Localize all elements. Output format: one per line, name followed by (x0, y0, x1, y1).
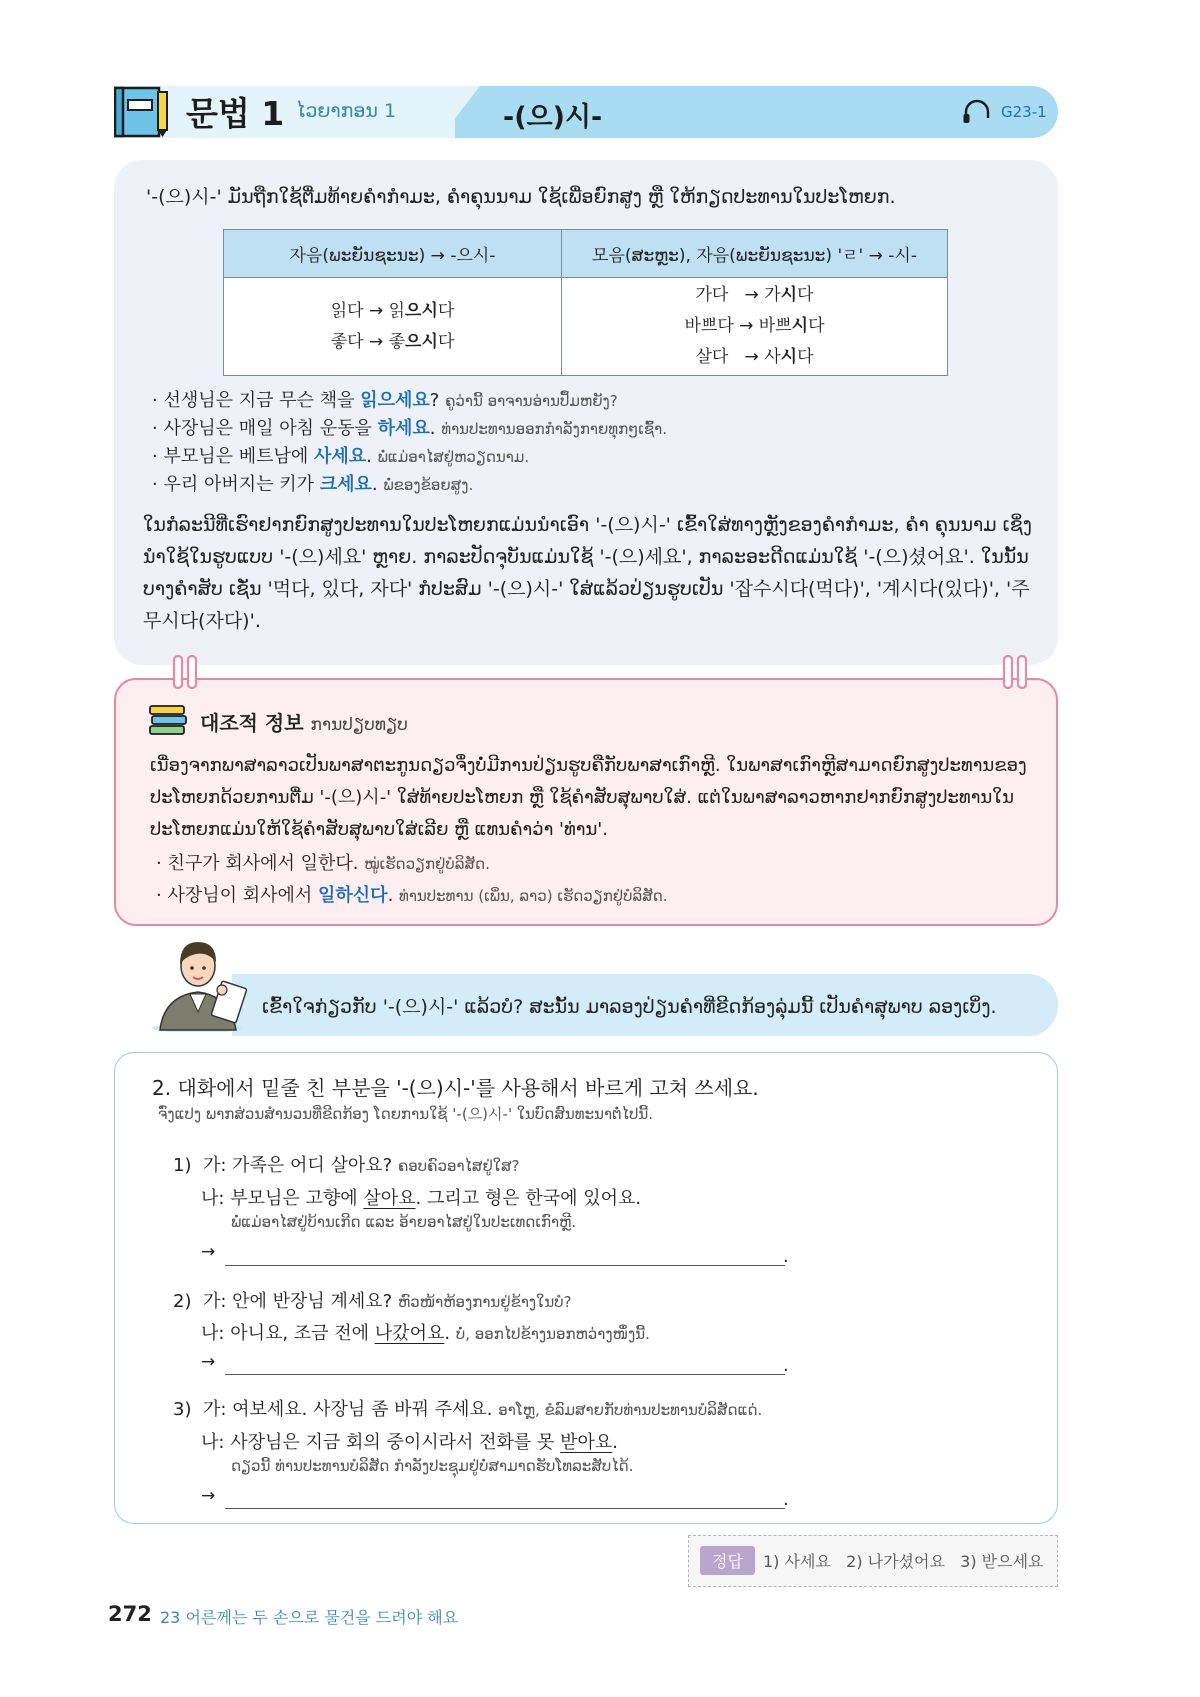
explanation-paragraph: ໃນກໍລະນີທີ່ເຮົາຢາກຍົກສູງປະທານໃນປະໂຫຍກແມ່ນນຳເອົາ '-(으)시-' ເຂົ້າໃສ່ທາງຫຼັງຂອງຄຳກຳມະ, ຄຳ ຄຸນນາມ ເຊິ່ງນຳໃຊ້ໃນຮູບແບບ '-(으)세요' ຫຼາຍ. ກາລະປັດຈຸບັນແມ່ນໃຊ້ '-(으)세요', ກາລະອະດີດແມ່ນໃຊ້ '-(으)셨어요'. ໃນນັ້ນບາງຄຳສັບ ເຊັ່ນ '먹다, 있다, 자다' ກໍປະສົມ '-(으)시-' ໃສ່ແລ້ວປ່ຽນຮູບເປັນ '잡수시다(먹다)', '계시다(있다)', '주무시다(자다)'. (143, 514, 1032, 632)
answer-line-2[interactable] (225, 1373, 785, 1375)
table-row: 가다 → 가시다 (695, 285, 814, 305)
note-example-list (156, 848, 668, 912)
table-cell-consonant (224, 278, 562, 376)
answer-line-1[interactable] (225, 1264, 785, 1266)
exercise-item-1-line-a: 1) 가: 가족은 어디 살아요? ຄອບຄົວອາໄສຢູ່ໃສ? (173, 1155, 520, 1176)
book-icon (114, 86, 170, 138)
answer-period: . (783, 1489, 789, 1510)
arrow-icon: → (201, 1486, 216, 1506)
table-row: 바쁘다 → 바쁘시다 (684, 316, 825, 336)
answer-period: . (783, 1355, 789, 1376)
exercise-item-2-line-a: 2) 가: 안에 반장님 계세요? ຫົວໜ້າຫ້ອງການຢູ່ຂ້າງໃນບໍ? (173, 1291, 572, 1312)
exercise-subtitle: ຈົ່ງແປງ ພາກສ່ວນສຳນວນທີ່ຂີດກ້ອງ ໂດຍການໃຊ້ '-(으)시-' ໃນບົດສົນທະນາຕໍ່ໄປນີ້. (158, 1105, 654, 1123)
header-banner-slant (440, 86, 480, 138)
arrow-icon: → (201, 1352, 216, 1372)
note-text: ເນື່ອງຈາກພາສາລາວເປັນພາສາຕະກູນດຽວຈຶ່ງບໍ່ມີການປ່ຽນຮູບຄືກັບພາສາເກົາຫຼີ. ໃນພາສາເກົາຫຼີສາມາດຍົກສູງປະທານຂອງປະໂຫຍກດ້ວຍການຕື່ມ '-(으)시-' ໃສ່ທ້າຍປະໂຫຍກ ຫຼື ໃຊ້ຄຳສັບສຸພາບໃສ່. ແຕ່ໃນພາສາລາວຫາກຢາກຍົກສູງປະທານໃນປະໂຫຍກແມ່ນໃຫ້ໃຊ້ຄຳສັບສຸພາບໃສ່ເລີຍ ຫຼື ແທນຄຳວ່າ 'ທ່ານ'. (150, 755, 1027, 840)
answer-line-3[interactable] (225, 1507, 785, 1509)
answer-key-text: 1) 사세요 2) 나가셨어요 3) 받으세요 (763, 1552, 1044, 1571)
list-item: · 부모님은 베트남에 사세요. ພໍ່ແມ່ອາໄສຢູ່ຫວຽດນາມ. (152, 446, 530, 467)
answer-key-badge: 정답 (700, 1546, 755, 1575)
table-row: 읽다 → 읽으시다 (330, 300, 455, 321)
explanation-intro: '-(으)시-' ມັນຖືກໃຊ້ຕື່ມທ້າຍຄຳກຳມະ, ຄຳຄຸນນາມ ໃຊ້ເພື່ອຍົກສູງ ຫຼື ໃຫ້ກຽດປະທານໃນປະໂຫຍກ. (146, 186, 896, 208)
binder-clip-icon (170, 655, 200, 689)
binder-clip-icon (1000, 655, 1030, 689)
list-item: · 친구가 회사에서 일한다. ໝູ່ເຮັດວຽກຢູ່ບໍລິສັດ. (156, 853, 490, 874)
exercise-item-3-line-a: 3) 가: 여보세요. 사장님 좀 바꿔 주세요. ອາໂຫຼ, ຂໍລົມສາຍກັບທ່ານປະທານບໍລິສັດແດ່. (173, 1399, 763, 1420)
underlined-target: 받아요 (560, 1432, 613, 1453)
headphones-icon[interactable] (962, 98, 992, 124)
underlined-target: 나갔어요 (374, 1323, 445, 1344)
underlined-target: 살아요 (363, 1188, 416, 1209)
list-item: · 우리 아버지는 키가 크세요. ພໍ່ຂອງຂ້ອຍສູງ. (152, 474, 474, 495)
list-item: · 선생님은 지금 무슨 책을 읽으세요? ຄູວ່ານີ້ ອາຈານອ່ານປຶ້ມຫຍັງ? (152, 390, 618, 411)
books-stack-icon (149, 705, 187, 735)
answer-period: . (783, 1246, 789, 1267)
grammar-form: -(으)시- (503, 102, 603, 133)
note-title: 대조적 정보 ການປຽບທຽບ (200, 711, 408, 735)
conjugation-table (223, 229, 948, 376)
example-list (152, 387, 667, 499)
chapter-title: 23 어른께는 두 손으로 물건을 드려야 해요 (160, 1608, 459, 1627)
table-row: 살다 → 사시다 (695, 347, 814, 367)
exercise-item-2-line-b: 나: 아니요, 조금 전에 나갔어요. ບໍ່, ອອກໄປຂ້າງນອກຫວ່າງໜຶ່ງນີ້. (201, 1323, 650, 1344)
audio-track-label[interactable]: G23-1 (1001, 103, 1047, 121)
teacher-illustration (146, 932, 256, 1032)
table-header-consonant: 자음(ພະຍັນຊະນະ) → -으시- (224, 230, 562, 278)
grammar-subtitle: ໄວຍາກອນ 1 (296, 100, 397, 122)
table-cell-vowel (562, 278, 948, 376)
page-number: 272 (108, 1602, 152, 1626)
exercise-item-1-translation: ພໍ່ແມ່ອາໄສຢູ່ບ້ານເກີດ ແລະ ອ້າຍອາໄສຢູ່ໃນປະເທດເກົາຫຼີ. (231, 1213, 577, 1231)
exercise-title: 2. 대화에서 밑줄 친 부분을 '-(으)시-'를 사용해서 바르게 고쳐 쓰세요. (152, 1076, 759, 1100)
teacher-bubble-text: ເຂົ້າໃຈກ່ຽວກັບ '-(으)시-' ແລ້ວບໍ? ສະນັ້ນ ມາລອງປ່ຽນຄຳທີ່ຂີດກ້ອງລຸ່ມນີ້ ເປັນຄຳສຸພາບ ລອງເບິ່ງ. (262, 996, 997, 1018)
grammar-title: 문법 1 (186, 94, 285, 133)
exercise-item-3-line-b: 나: 사장님은 지금 회의 중이시라서 전화를 못 받아요. (201, 1432, 619, 1453)
table-header-vowel: 모음(ສະຫຼະ), 자음(ພະຍັນຊະນະ) 'ㄹ' → -시- (562, 230, 948, 278)
table-row: 좋다 → 좋으시다 (330, 331, 455, 352)
list-item: · 사장님은 매일 아침 운동을 하세요. ທ່ານປະທານອອກກຳລັງກາຍທຸກໆເຊົ້າ. (152, 418, 668, 439)
exercise-item-1-line-b: 나: 부모님은 고향에 살아요. 그리고 형은 한국에 있어요. (201, 1188, 642, 1209)
list-item: · 사장님이 회사에서 일하신다. ທ່ານປະທານ (ເພິ່ນ, ລາວ) ເຮັດວຽກຢູ່ບໍລິສັດ. (156, 885, 668, 906)
exercise-item-3-translation: ດຽວນີ້ ທ່ານປະທານບໍລິສັດ ກຳລັງປະຊຸມຢູ່ບໍ່ສາມາດຮັບໂທລະສັບໄດ້. (231, 1457, 634, 1475)
arrow-icon: → (201, 1242, 216, 1262)
